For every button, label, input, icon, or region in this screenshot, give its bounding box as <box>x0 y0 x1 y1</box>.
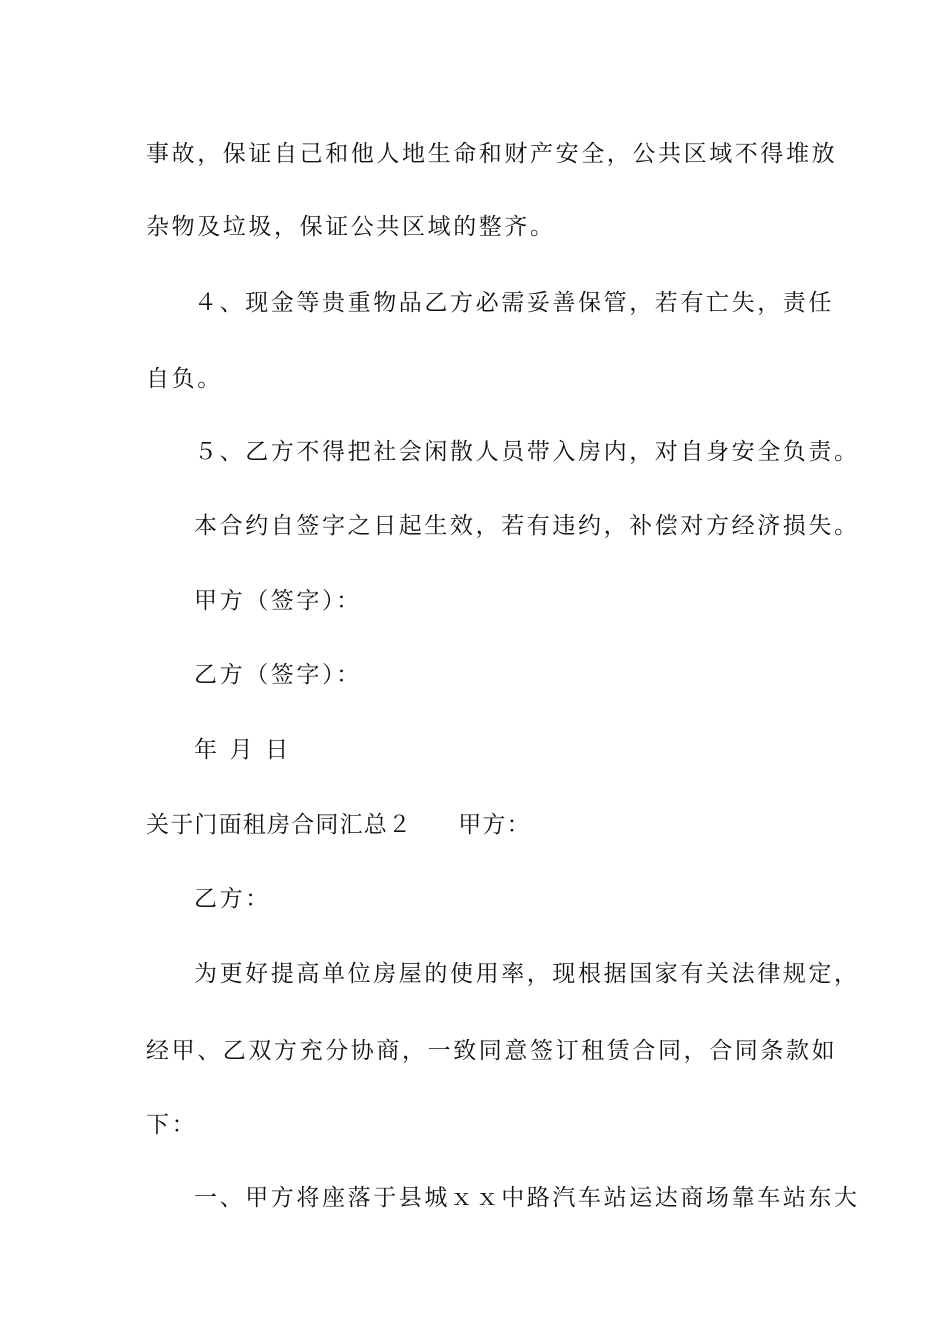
paragraph-line: 杂物及垃圾，保证公共区域的整齐。 <box>146 214 556 240</box>
intro-line: 经甲、乙双方充分协商，一致同意签订租赁合同，合同条款如 <box>146 1038 838 1064</box>
effective-clause: 本合约自签字之日起生效，若有违约，补偿对方经济损失。 <box>194 513 860 539</box>
party-a-signature-label: 甲方（签字）： <box>194 588 362 614</box>
section-title-line <box>146 810 531 840</box>
party-b-signature-label: 乙方（签字）： <box>194 662 362 688</box>
paragraph-line: 事故，保证自己和他人地生命和财产安全，公共区域不得堆放 <box>146 141 838 167</box>
intro-line: 为更好提高单位房屋的使用率，现根据国家有关法律规定， <box>194 961 860 987</box>
party-b-label: 乙方： <box>194 886 271 912</box>
party-a-label: 甲方： <box>458 812 531 838</box>
intro-line: 下： <box>146 1112 198 1138</box>
paragraph-line: 自负。 <box>146 366 223 392</box>
section-title: 关于门面租房合同汇总２ <box>146 812 413 838</box>
date-month: 月 <box>229 737 256 763</box>
article-1-line: 一、甲方将座落于县城ｘｘ中路汽车站运达商场靠车站东大 <box>194 1185 860 1211</box>
clause-5-line: ５、乙方不得把社会闲散人员带入房内，对自身安全负责。 <box>194 439 860 465</box>
date-line <box>194 735 291 765</box>
date-year: 年 <box>194 737 220 763</box>
clause-4-line: ４、现金等贵重物品乙方必需妥善保管，若有亡失，责任 <box>194 290 834 316</box>
date-day: 日 <box>265 737 291 763</box>
